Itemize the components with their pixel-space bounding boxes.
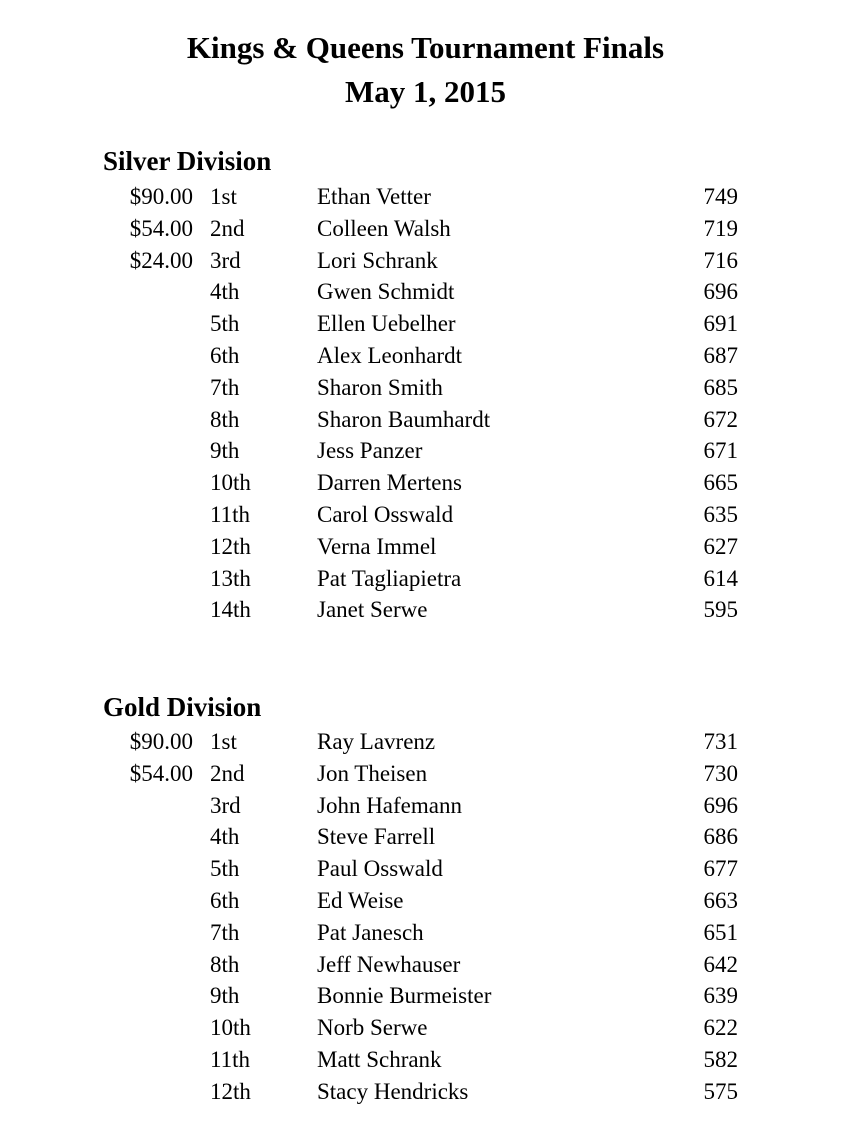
bowler-name: Bonnie Burmeister [317,983,492,1009]
placement: 1st [210,729,237,754]
score: 665 [703,470,738,496]
prize-amount: $54.00 [129,760,193,786]
placement: 8th [210,406,240,432]
prize-amount: $24.00 [129,247,193,273]
bowler-name: Ray Lavrenz [317,729,436,754]
bowler-name: Jon Theisen [317,760,428,786]
gold-division-heading: Gold Division [103,692,262,722]
bowler-name: Jeff Newhauser [317,951,461,977]
score: 614 [703,565,738,591]
placement: 12th [210,533,251,559]
bowler-name: Verna Immel [317,533,437,559]
score: 687 [703,342,738,368]
score: 731 [703,729,738,754]
score: 575 [703,1078,738,1104]
result-row [0,308,851,340]
placement: 13th [210,565,251,591]
result-row [0,853,851,885]
score: 651 [703,919,738,945]
result-row [0,917,851,949]
placement: 6th [210,887,240,913]
placement: 4th [210,824,240,850]
score: 686 [703,824,738,850]
placement: 4th [210,279,240,305]
score: 685 [703,374,738,400]
bowler-name: Ed Weise [317,887,404,913]
score: 696 [703,279,738,305]
result-row [0,563,851,595]
score: 696 [703,792,738,818]
score: 627 [703,533,738,559]
bowler-name: Matt Schrank [317,1046,442,1072]
placement: 11th [210,1046,251,1072]
bowler-name: Sharon Baumhardt [317,406,491,432]
bowler-name: Ethan Vetter [317,184,431,209]
bowler-name: Paul Osswald [317,856,443,882]
placement: 7th [210,919,240,945]
result-row [0,726,851,758]
bowler-name: Alex Leonhardt [317,342,462,368]
score: 639 [703,983,738,1009]
score: 719 [703,215,738,241]
bowler-name: Jess Panzer [317,438,423,464]
score: 635 [703,501,738,527]
document-date: May 1, 2015 [344,74,506,109]
document-title: Kings & Queens Tournament Finals [186,30,665,65]
result-row [0,372,851,404]
score: 622 [703,1015,738,1041]
result-row [0,245,851,277]
bowler-name: Ellen Uebelher [317,311,456,337]
score: 677 [703,856,738,882]
placement: 8th [210,951,240,977]
score: 691 [703,311,738,337]
placement: 10th [210,1015,251,1041]
score: 671 [703,438,738,464]
bowler-name: Janet Serwe [317,597,428,623]
bowler-name: Sharon Smith [317,374,443,400]
placement: 3rd [210,247,241,273]
placement: 3rd [210,792,241,818]
score: 582 [703,1046,738,1072]
score: 749 [703,184,738,209]
result-row [0,340,851,372]
result-row [0,181,851,213]
result-row [0,499,851,531]
bowler-name: Norb Serwe [317,1015,428,1041]
result-row [0,1044,851,1076]
result-row [0,790,851,822]
bowler-name: Lori Schrank [317,247,438,273]
placement: 7th [210,374,240,400]
result-row [0,276,851,308]
result-row [0,1076,851,1108]
bowler-name: Pat Janesch [317,919,424,945]
result-row [0,404,851,436]
bowler-name: John Hafemann [317,792,462,818]
result-row [0,980,851,1012]
result-row [0,1012,851,1044]
gold-division-results [0,726,851,1108]
score: 672 [703,406,738,432]
result-row [0,467,851,499]
bowler-name: Darren Mertens [317,470,462,496]
placement: 1st [210,184,237,209]
placement: 14th [210,597,251,623]
placement: 2nd [210,760,245,786]
placement: 10th [210,470,251,496]
result-row [0,885,851,917]
placement: 5th [210,311,240,337]
result-row [0,594,851,626]
prize-amount: $90.00 [129,184,193,209]
bowler-name: Steve Farrell [317,824,436,850]
silver-division-heading: Silver Division [103,146,272,176]
result-row [0,758,851,790]
bowler-name: Carol Osswald [317,501,454,527]
result-row [0,213,851,245]
score: 716 [703,247,738,273]
score: 663 [703,887,738,913]
placement: 9th [210,438,240,464]
prize-amount: $90.00 [129,729,193,754]
placement: 6th [210,342,240,368]
bowler-name: Pat Tagliapietra [317,565,462,591]
prize-amount: $54.00 [129,215,193,241]
score: 642 [703,951,738,977]
result-row [0,821,851,853]
score: 730 [703,760,738,786]
placement: 9th [210,983,240,1009]
result-row [0,531,851,563]
placement: 12th [210,1078,251,1104]
result-row [0,949,851,981]
result-row [0,435,851,467]
placement: 5th [210,856,240,882]
bowler-name: Stacy Hendricks [317,1078,469,1104]
placement: 11th [210,501,251,527]
bowler-name: Gwen Schmidt [317,279,455,305]
placement: 2nd [210,215,245,241]
score: 595 [703,597,738,623]
silver-division-results [0,181,851,626]
bowler-name: Colleen Walsh [317,215,451,241]
